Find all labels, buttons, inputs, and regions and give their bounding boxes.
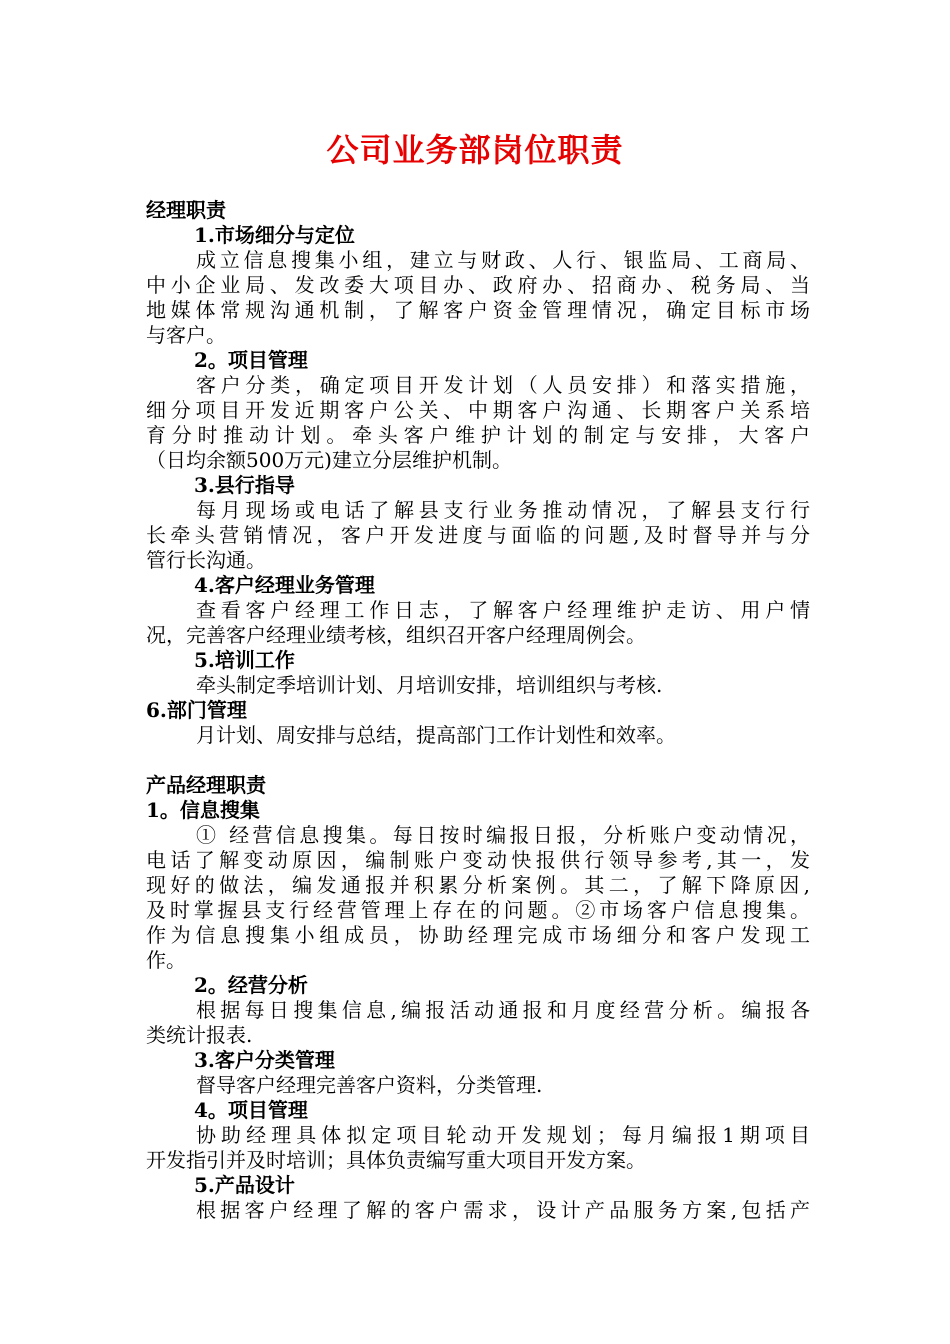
item-heading: 6.部门管理 bbox=[146, 698, 247, 722]
paragraph-line: 与客户。 bbox=[146, 323, 226, 347]
paragraph-line: ① 经营信息搜集。每日按时编报日报，分析账户变动情况， bbox=[196, 823, 810, 847]
section-spacer bbox=[146, 748, 810, 773]
page-title: 公司业务部岗位职责 bbox=[326, 131, 624, 169]
paragraph-line: 查看客户经理工作日志，了解客户经理维护走访、用户情 bbox=[196, 598, 810, 622]
paragraph-line: 月计划、周安排与总结，提高部门工作计划性和效率。 bbox=[196, 723, 676, 747]
paragraph-line: 根据客户经理了解的客户需求，设计产品服务方案,包括产 bbox=[196, 1198, 810, 1222]
paragraph-line: 督导客户经理完善客户资料，分类管理. bbox=[196, 1073, 543, 1097]
paragraph-line: 作为信息搜集小组成员，协助经理完成市场细分和客户发现工 bbox=[146, 923, 810, 947]
document-body bbox=[146, 198, 810, 1223]
paragraph-line: 客户分类，确定项目开发计划（人员安排）和落实措施， bbox=[196, 373, 810, 397]
paragraph-line: 协助经理具体拟定项目轮动开发规划；每月编报1期项目 bbox=[196, 1123, 810, 1147]
paragraph-line: 作。 bbox=[146, 948, 186, 972]
item-heading: 3.县行指导 bbox=[194, 473, 295, 497]
item-heading: 4。项目管理 bbox=[194, 1098, 308, 1122]
item-heading: 4.客户经理业务管理 bbox=[194, 573, 375, 597]
item-heading: 2。经营分析 bbox=[194, 973, 308, 997]
paragraph-line: 况，完善客户经理业绩考核，组织召开客户经理周例会。 bbox=[146, 623, 646, 647]
paragraph-line: 成立信息搜集小组，建立与财政、人行、银监局、工商局、 bbox=[196, 248, 810, 272]
paragraph-line: 电话了解变动原因，编制账户变动快报供行领导参考,其一，发 bbox=[146, 848, 810, 872]
section-heading-product: 产品经理职责 bbox=[146, 773, 266, 797]
item-heading: 5.产品设计 bbox=[194, 1173, 295, 1197]
paragraph-line: 现好的做法，编发通报并积累分析案例。其二，了解下降原因, bbox=[146, 873, 810, 897]
paragraph-line: 细分项目开发近期客户公关、中期客户沟通、长期客户关系培 bbox=[146, 398, 810, 422]
paragraph-line: 根据每日搜集信息,编报活动通报和月度经营分析。编报各 bbox=[196, 998, 810, 1022]
paragraph-line: 开发指引并及时培训；具体负责编写重大项目开发方案。 bbox=[146, 1148, 646, 1172]
item-heading: 1。信息搜集 bbox=[146, 798, 260, 822]
item-heading: 1.市场细分与定位 bbox=[194, 223, 355, 247]
paragraph-line: 管行长沟通。 bbox=[146, 548, 266, 572]
paragraph-line: 长牵头营销情况，客户开发进度与面临的问题,及时督导并与分 bbox=[146, 523, 810, 547]
paragraph-line: 地媒体常规沟通机制，了解客户资金管理情况，确定目标市场 bbox=[146, 298, 810, 322]
item-heading: 3.客户分类管理 bbox=[194, 1048, 335, 1072]
paragraph-line: （日均余额500万元)建立分层维护机制。 bbox=[146, 448, 512, 472]
paragraph-line: 育分时推动计划。牵头客户维护计划的制定与安排，大客户 bbox=[146, 423, 810, 447]
paragraph-line: 类统计报表. bbox=[146, 1023, 253, 1047]
paragraph-line: 及时掌握县支行经营管理上存在的问题。②市场客户信息搜集。 bbox=[146, 898, 810, 922]
item-heading: 5.培训工作 bbox=[194, 648, 295, 672]
paragraph-line: 中小企业局、发改委大项目办、政府办、招商办、税务局、当 bbox=[146, 273, 810, 297]
paragraph-line: 牵头制定季培训计划、月培训安排，培训组织与考核. bbox=[196, 673, 663, 697]
item-heading: 2。项目管理 bbox=[194, 348, 308, 372]
paragraph-line: 每月现场或电话了解县支行业务推动情况，了解县支行行 bbox=[196, 498, 810, 522]
section-heading-manager: 经理职责 bbox=[146, 198, 226, 222]
